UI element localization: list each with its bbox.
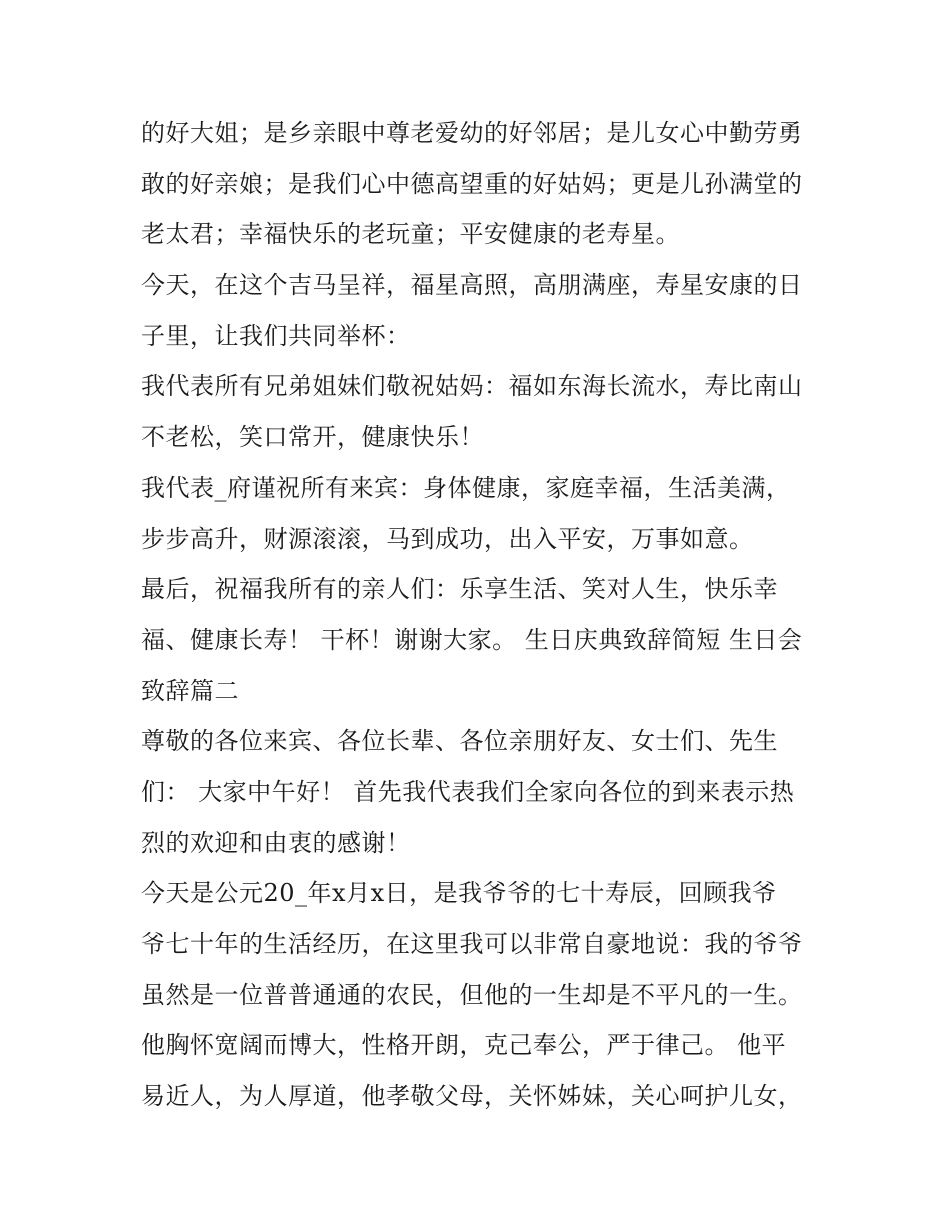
text-line: 今天，在这个吉马呈祥，福星高照，高朋满座，寿星安康的日 [141, 271, 803, 300]
text-line: 易近人，为人厚道，他孝敬父母，关怀姊妹，关心呵护儿女， [141, 1082, 803, 1111]
text-line: 福、健康长寿！ 干杯！谢谢大家。 生日庆典致辞简短 生日会 [141, 625, 803, 654]
text-line: 我代表所有兄弟姐妹们敬祝姑妈：福如东海长流水，寿比南山 [141, 372, 803, 401]
text-line: 不老松，笑口常开，健康快乐！ [141, 423, 484, 452]
text-line: 子里，让我们共同举杯： [141, 321, 411, 350]
text-line: 今天是公元20_年x月x日，是我爷爷的七十寿辰，回顾我爷 [141, 879, 777, 908]
text-line: 爷七十年的生活经历，在这里我可以非常自豪地说：我的爷爷 [141, 930, 803, 958]
text-line: 老太君；幸福快乐的老玩童；平安健康的老寿星。 [141, 220, 680, 249]
text-line: 烈的欢迎和由衷的感谢！ [141, 828, 411, 857]
text-line: 最后，祝福我所有的亲人们：乐享生活、笑对人生，快乐幸 [141, 575, 778, 604]
text-line: 尊敬的各位来宾、各位长辈、各位亲朋好友、女士们、先生 [141, 727, 778, 756]
body-text [141, 108, 816, 1122]
text-line: 敢的好亲娘；是我们心中德高望重的好姑妈；更是儿孙满堂的 [141, 169, 803, 198]
text-line: 他胸怀宽阔而博大，性格开朗，克己奉公，严于律己。 他平 [141, 1031, 787, 1060]
text-line: 们： 大家中午好！ 首先我代表我们全家向各位的到来表示热 [141, 777, 795, 806]
text-line: 步步高升，财源滚滚，马到成功，出入平安，万事如意。 [141, 524, 754, 553]
section-title-line: 致辞篇二 [141, 676, 239, 705]
text-line: 的好大姐；是乡亲眼中尊老爱幼的好邻居；是儿女心中勤劳勇 [141, 119, 803, 147]
text-line: 虽然是一位普普通通的农民，但他的一生却是不平凡的一生。 [141, 980, 803, 1009]
text-line: 我代表_府谨祝所有来宾：身体健康，家庭幸福，生活美满， [141, 473, 791, 502]
